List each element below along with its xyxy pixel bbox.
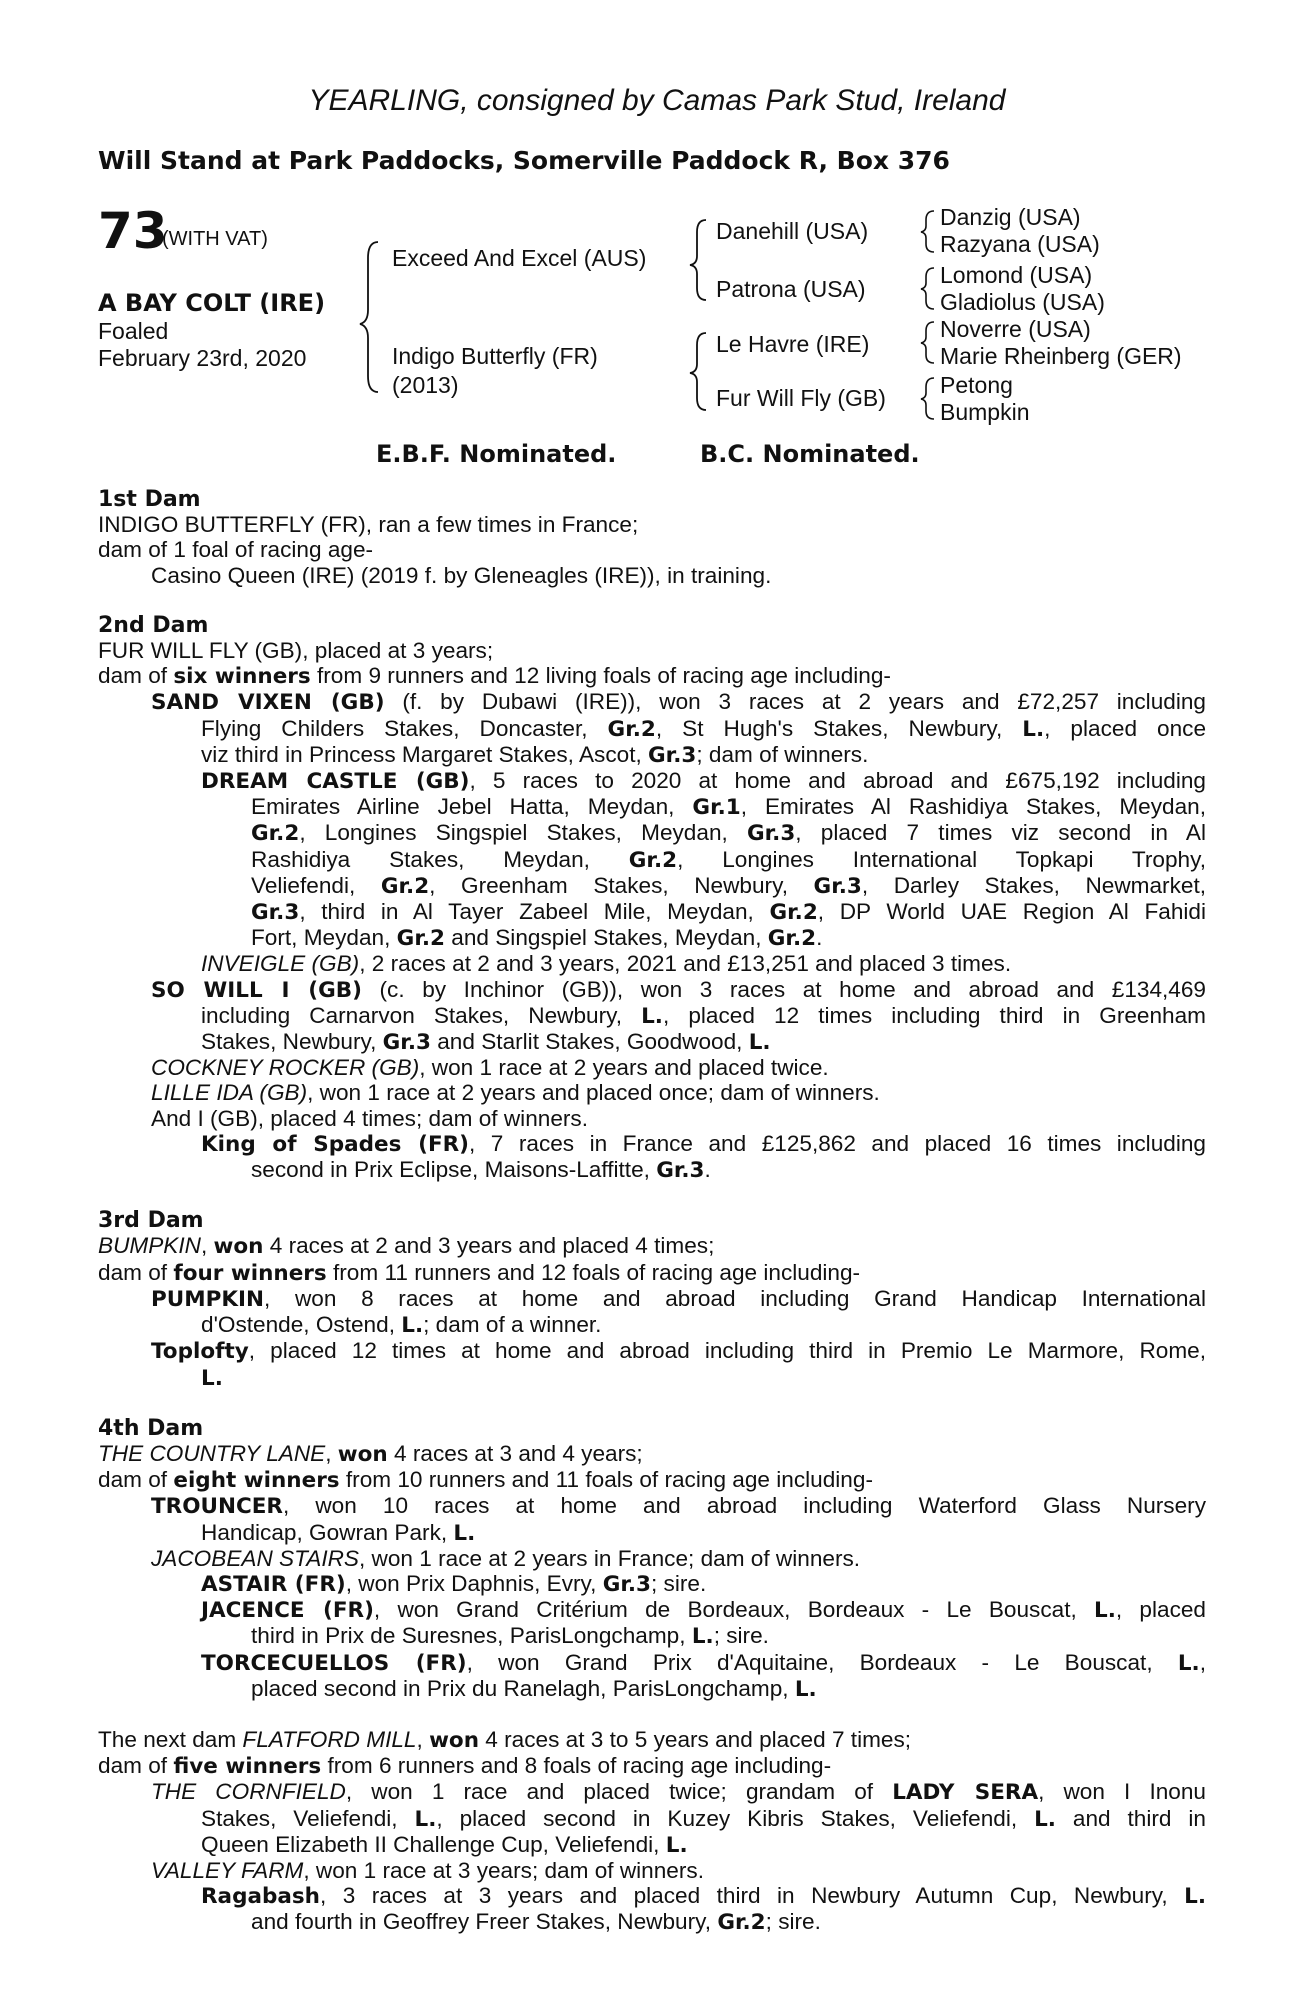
dream-castle-line-4: Rashidiya Stakes, Meydan, Gr.2, Longines International Topkapi Trophy,	[251, 846, 1206, 873]
second-dam-line: FUR WILL FLY (GB), placed at 3 years;	[98, 638, 494, 664]
second-dam-heading: 2nd Dam	[98, 612, 209, 638]
dam: Indigo Butterfly (FR)	[392, 343, 598, 369]
jacence-line-2: third in Prix de Suresnes, ParisLongchamp, L.; sire.	[251, 1623, 769, 1650]
dream-castle-line-1: DREAM CASTLE (GB), 5 races to 2020 at home and abroad and £675,192 including	[201, 768, 1206, 795]
so-will-i-line-1: SO WILL I (GB) (c. by Inchinor (GB)), won 3 races at home and abroad and £134,469	[151, 976, 1206, 1003]
third-dam-produce-line: dam of four winners from 11 runners and 12 foals of racing age including-	[98, 1259, 861, 1286]
jacence-line-1: JACENCE (FR), won Grand Critérium de Bordeaux, Bordeaux - Le Bouscat, L., placed	[201, 1597, 1206, 1624]
ragabash-line-1: Ragabash, 3 races at 3 years and placed third in Newbury Autumn Cup, Newbury, L.	[201, 1883, 1206, 1910]
bc-nomination: B.C. Nominated.	[700, 440, 920, 468]
stand-location: Will Stand at Park Paddocks, Somerville Paddock R, Box 376	[98, 146, 950, 175]
sand-vixen-line-1: SAND VIXEN (GB) (f. by Dubawi (IRE)), won 3 races at 2 years and £72,257 including	[151, 689, 1206, 716]
astair-line: ASTAIR (FR), won Prix Daphnis, Evry, Gr.3; sire.	[201, 1570, 707, 1597]
valley-farm-line: VALLEY FARM, won 1 race at 3 years; dam of winners.	[151, 1857, 704, 1883]
the-cornfield-line-3: Queen Elizabeth II Challenge Cup, Veliefendi, L.	[201, 1831, 688, 1858]
ancestor-noverre: Noverre (USA)	[940, 316, 1091, 342]
third-dam-heading: 3rd Dam	[98, 1208, 204, 1234]
so-will-i-line-2: including Carnarvon Stakes, Newbury, L., placed 12 times including third in Greenham	[201, 1002, 1206, 1029]
sire-sire: Danehill (USA)	[716, 218, 869, 244]
pumpkin-line-1: PUMPKIN, won 8 races at home and abroad including Grand Handicap International	[151, 1285, 1206, 1312]
dream-castle-line-5: Veliefendi, Gr.2, Greenham Stakes, Newbury, Gr.3, Darley Stakes, Newmarket,	[251, 872, 1206, 899]
king-of-spades-line-2: second in Prix Eclipse, Maisons-Laffitte, Gr.3.	[251, 1157, 711, 1184]
ancestor-gladiolus: Gladiolus (USA)	[940, 289, 1105, 315]
dam-sire: Le Havre (IRE)	[716, 331, 870, 357]
trouncer-line-2: Handicap, Gowran Park, L.	[201, 1519, 476, 1546]
and-i-line: And I (GB), placed 4 times; dam of winners.	[151, 1105, 588, 1131]
cockney-rocker-line: COCKNEY ROCKER (GB), won 1 race at 2 years and placed twice.	[151, 1055, 829, 1081]
inveigle-line: INVEIGLE (GB), 2 races at 2 and 3 years, 2021 and £13,251 and placed 3 times.	[201, 951, 1012, 977]
ebf-nomination: E.B.F. Nominated.	[376, 440, 617, 468]
next-dam-line: The next dam FLATFORD MILL, won 4 races at 3 to 5 years and placed 7 times;	[98, 1726, 912, 1753]
consignment-line: YEARLING, consigned by Camas Park Stud, Ireland	[308, 84, 1006, 117]
brace-g1	[921, 211, 934, 252]
first-dam-foal: Casino Queen (IRE) (2019 f. by Gleneagles (IRE)), in training.	[151, 562, 772, 588]
dam-dam: Fur Will Fly (GB)	[716, 385, 886, 411]
next-dam-produce-line: dam of five winners from 6 runners and 8 foals of racing age including-	[98, 1753, 832, 1780]
torcecuellos-line-1: TORCECUELLOS (FR), won Grand Prix d'Aquitaine, Bordeaux - Le Bouscat, L.,	[201, 1649, 1206, 1676]
brace-g3	[921, 322, 934, 363]
brace-sire-line	[690, 220, 706, 300]
the-cornfield-line-1: THE CORNFIELD, won 1 race and placed twice; grandam of LADY SERA, won I Inonu	[151, 1779, 1206, 1806]
fourth-dam-heading: 4th Dam	[98, 1415, 204, 1441]
ragabash-line-2: and fourth in Geoffrey Freer Stakes, Newbury, Gr.2; sire.	[251, 1909, 821, 1936]
king-of-spades-line-1: King of Spades (FR), 7 races in France and £125,862 and placed 16 times including	[201, 1130, 1206, 1157]
second-dam-produce-line: dam of six winners from 9 runners and 12 living foals of racing age including-	[98, 663, 891, 690]
dream-castle-line-2: Emirates Airline Jebel Hatta, Meydan, Gr.1, Emirates Al Rashidiya Stakes, Meydan,	[251, 794, 1206, 821]
sand-vixen-line-3: viz third in Princess Margaret Stakes, Ascot, Gr.3; dam of winners.	[201, 741, 869, 768]
jacobean-stairs-line: JACOBEAN STAIRS, won 1 race at 2 years in France; dam of winners.	[151, 1545, 861, 1571]
brace-g2	[921, 268, 934, 309]
dream-castle-line-3: Gr.2, Longines Singspiel Stakes, Meydan, Gr.3, placed 7 times viz second in Al	[251, 820, 1206, 847]
sire-dam: Patrona (USA)	[716, 276, 866, 302]
brace-dam-line	[690, 333, 706, 410]
first-dam-produce-line: dam of 1 foal of racing age-	[98, 537, 374, 563]
ancestor-bumpkin: Bumpkin	[940, 399, 1030, 425]
dream-castle-line-6: Gr.3, third in Al Tayer Zabeel Mile, Meydan, Gr.2, DP World UAE Region Al Fahidi	[251, 899, 1206, 926]
foaled-label: Foaled	[98, 318, 169, 344]
ancestor-razyana: Razyana (USA)	[940, 231, 1100, 257]
dam-year: (2013)	[392, 372, 459, 398]
brace-generation-1	[360, 242, 378, 392]
ancestor-danzig: Danzig (USA)	[940, 204, 1081, 230]
sand-vixen-line-2: Flying Childers Stakes, Doncaster, Gr.2, St Hugh's Stakes, Newbury, L., placed once	[201, 715, 1207, 742]
toplofty-line-1: Toplofty, placed 12 times at home and abroad including third in Premio Le Marmore, Rome,	[151, 1338, 1206, 1365]
sire: Exceed And Excel (AUS)	[392, 245, 647, 271]
toplofty-line-2: L.	[201, 1365, 223, 1391]
pumpkin-line-2: d'Ostende, Ostend, L.; dam of a winner.	[201, 1312, 602, 1339]
lot-number: 73	[98, 202, 168, 260]
dream-castle-line-7: Fort, Meydan, Gr.2 and Singspiel Stakes, Meydan, Gr.2.	[251, 925, 823, 952]
first-dam-heading: 1st Dam	[98, 487, 201, 512]
trouncer-line-1: TROUNCER, won 10 races at home and abroad including Waterford Glass Nursery	[151, 1493, 1206, 1520]
ancestor-marie-rheinberg: Marie Rheinberg (GER)	[940, 343, 1182, 369]
vat-note: (WITH VAT)	[162, 228, 268, 250]
the-cornfield-line-2: Stakes, Veliefendi, L., placed second in Kuzey Kibris Stakes, Veliefendi, L. and third in	[201, 1805, 1206, 1832]
fourth-dam-line: THE COUNTRY LANE, won 4 races at 3 and 4 years;	[98, 1440, 643, 1467]
ancestor-lomond: Lomond (USA)	[940, 262, 1093, 288]
so-will-i-line-3: Stakes, Newbury, Gr.3 and Starlit Stakes, Goodwood, L.	[201, 1029, 771, 1056]
brace-g4	[921, 378, 934, 419]
first-dam-line: INDIGO BUTTERFLY (FR), ran a few times in France;	[98, 512, 639, 538]
ancestor-petong: Petong	[940, 372, 1013, 398]
fourth-dam-produce-line: dam of eight winners from 10 runners and 11 foals of racing age including-	[98, 1467, 873, 1494]
torcecuellos-line-2: placed second in Prix du Ranelagh, ParisLongchamp, L.	[251, 1675, 817, 1702]
third-dam-line: BUMPKIN, won 4 races at 2 and 3 years and placed 4 times;	[98, 1233, 715, 1260]
pedigree-notes	[98, 487, 1206, 1936]
foaled-date: February 23rd, 2020	[98, 345, 307, 371]
horse-description: A BAY COLT (IRE)	[98, 289, 326, 317]
lille-ida-line: LILLE IDA (GB), won 1 race at 2 years and placed once; dam of winners.	[151, 1080, 880, 1106]
